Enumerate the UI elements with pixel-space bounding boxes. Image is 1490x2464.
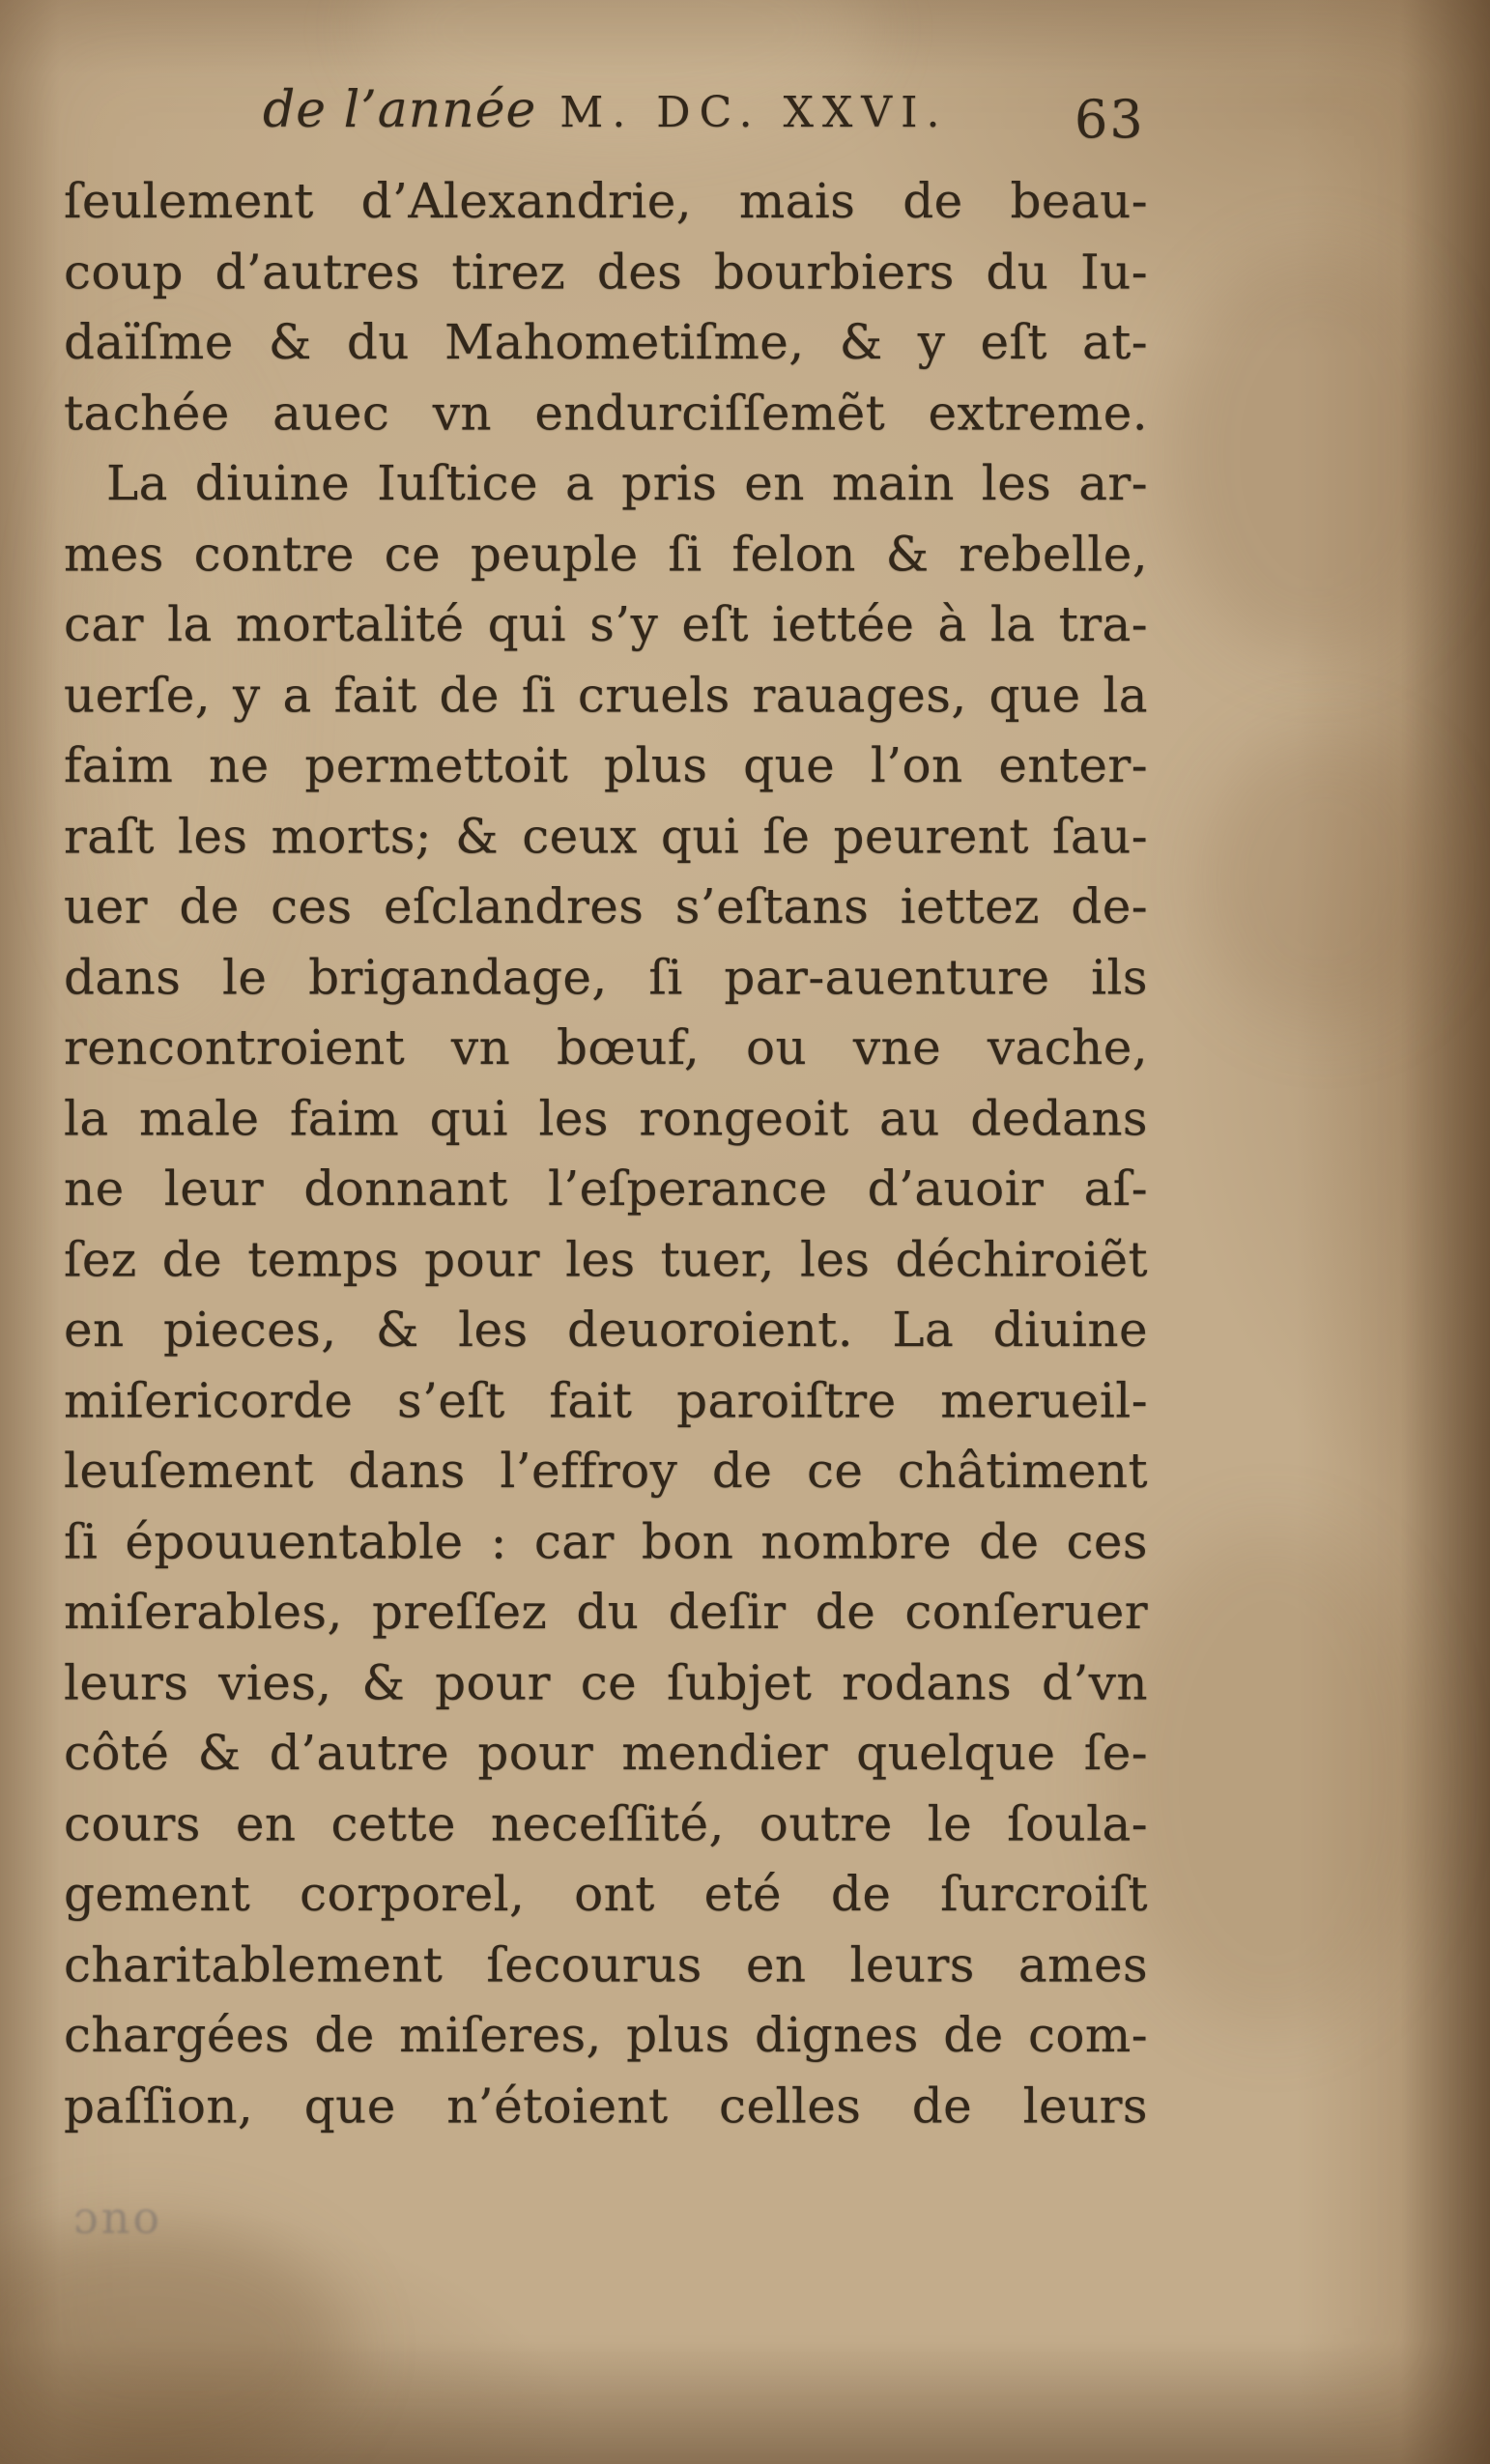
text-line: La diuine Iuſtice a pris en main les ar-: [106, 455, 1148, 511]
text-line: ſi épouuentable : car bon nombre de ces: [64, 1513, 1148, 1570]
running-header: [263, 81, 948, 139]
text-line: paſſion, que n’étoient celles de leurs: [64, 2077, 1148, 2135]
text-line: dans le brigandage, ſi par-auenture ils: [64, 949, 1148, 1006]
text-line: coup d’autres tirez des bourbiers du Iu-: [64, 244, 1148, 301]
text-line: daïſme & du Mahometiſme, & y eſt at-: [64, 314, 1148, 370]
text-line: faim ne permettoit plus que l’on enter-: [64, 737, 1148, 793]
text-line: charitablement ſecourus en leurs ames: [64, 1936, 1148, 1993]
text-block: [64, 166, 1148, 2141]
page-number: 63: [1075, 89, 1145, 150]
text-line: la male faim qui les rongeoit au dedans: [64, 1090, 1148, 1147]
paper-stain: [0, 2222, 348, 2464]
paper-stain: [1169, 251, 1459, 657]
text-line: leurs vies, & pour ce ſubjet rodans d’vn: [64, 1654, 1148, 1711]
text-line: miſerables, preſſez du deſir de conſeruer: [64, 1584, 1148, 1640]
text-line: miſericorde s’eſt fait paroiſtre merueil-: [64, 1372, 1148, 1429]
bleedthrough-mark: ɔno: [73, 2192, 163, 2244]
text-line: uerſe, y a fait de ſi cruels rauages, que la: [64, 667, 1148, 724]
running-header-title: de l’année: [263, 81, 537, 139]
text-line: leuſement dans l’effroy de ce châtiment: [64, 1443, 1148, 1499]
text-line: uer de ces eſclandres s’eſtans iettez de-: [64, 878, 1148, 934]
text-line: mes contre ce peuple ſi felon & rebelle,: [64, 526, 1148, 583]
text-line: côté & d’autre pour mendier quelque ſe-: [64, 1725, 1148, 1781]
running-header-date: M. DC. XXVI.: [559, 88, 949, 137]
text-line: en pieces, & les deuoroient. La diuine: [64, 1302, 1148, 1358]
text-line: cours en cette neceſſité, outre le ſoula-: [64, 1795, 1148, 1852]
text-line: ſeulement d’Alexandrie, mais de beau-: [64, 173, 1148, 229]
paper-stain: [1198, 734, 1449, 1024]
text-line: ſez de temps pour les tuer, les déchiroiẽt: [64, 1231, 1148, 1288]
text-line: tachée auec vn endurciſſemẽt extreme.: [64, 385, 1148, 442]
text-line: gement corporel, ont eté de ſurcroiſt: [64, 1866, 1148, 1922]
text-line: raſt les morts; & ceux qui ſe peurent ſau-: [64, 808, 1148, 865]
text-line: rencontroient vn bœuf, ou vne vache,: [64, 1019, 1148, 1075]
text-line: car la mortalité qui s’y eſt iettée à la tra-: [64, 596, 1148, 652]
text-line: ne leur donnant l’eſperance d’auoir aſ-: [64, 1160, 1148, 1217]
text-line: chargées de miſeres, plus dignes de com-: [64, 2007, 1148, 2063]
paper-stain: [1111, 1527, 1430, 2029]
